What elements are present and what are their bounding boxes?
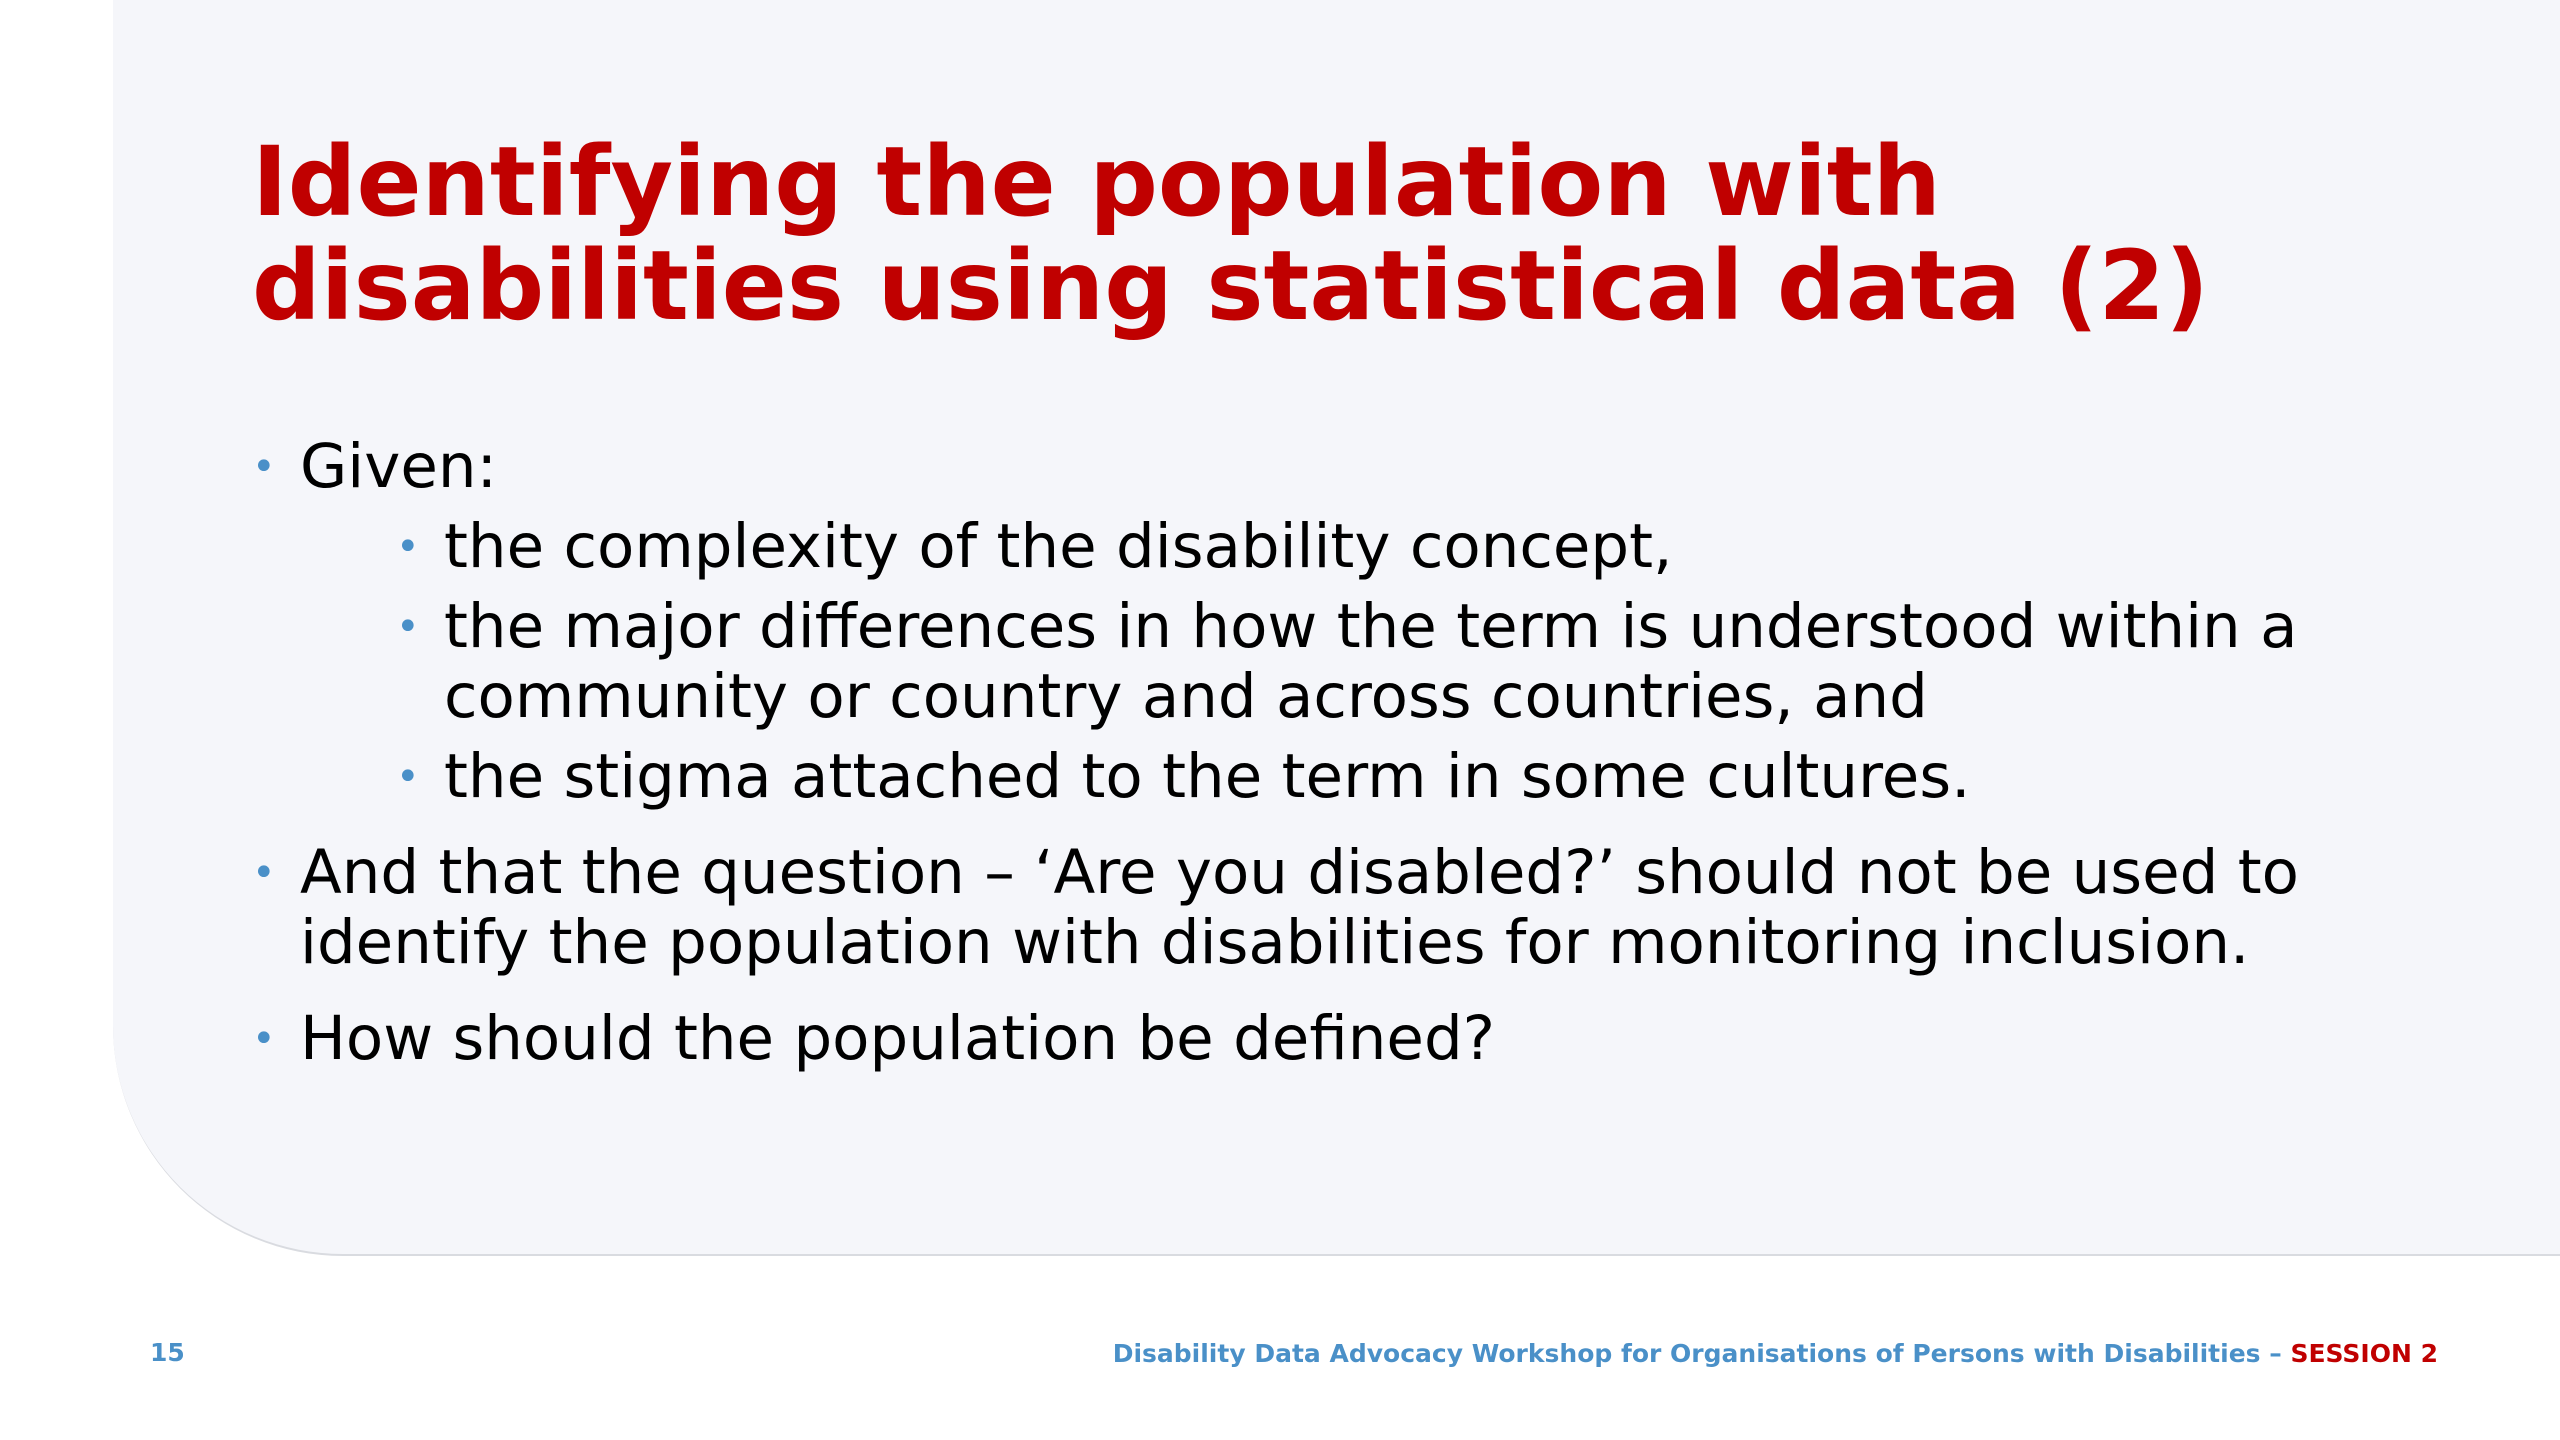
bullet-dot-icon: •: [252, 1016, 276, 1062]
slide-title-line-2: disabilities using statistical data (2): [252, 230, 2210, 342]
bullet-text: How should the population be defined?: [300, 1003, 1496, 1074]
sub-bullet-list: [300, 512, 2432, 812]
footer-workshop-name: Disability Data Advocacy Workshop for Organisations of Persons with Disabilities –: [1112, 1339, 2291, 1368]
footer-workshop-title: [1113, 1339, 2438, 1368]
bullet-dot-icon: •: [252, 850, 276, 896]
bullet-dot-icon: •: [252, 444, 276, 490]
sub-bullet-item: [396, 512, 2432, 582]
sub-bullet-text: the stigma attached to the term in some cultures.: [444, 741, 1971, 812]
sub-bullet-item: [396, 742, 2432, 812]
slide-title: [252, 126, 2452, 342]
sub-bullet-text: the complexity of the disability concept,: [444, 511, 1673, 582]
bullet-text: Given:: [300, 431, 498, 502]
bullet-dot-icon: •: [396, 604, 420, 650]
slide-title-line-1: Identifying the population with: [252, 126, 1941, 238]
bullet-text: And that the question – ‘Are you disabled?’ should not be used to identify the population with disabilities for monitoring inclusion.: [300, 837, 2299, 978]
footer-session-label: SESSION 2: [2290, 1339, 2438, 1368]
bullet-item-definition: [252, 1004, 2432, 1074]
bullet-item-question: [252, 838, 2432, 978]
bullet-dot-icon: •: [396, 524, 420, 570]
bullet-item-given: [252, 432, 2432, 812]
bullet-list: [252, 432, 2432, 1100]
bullet-dot-icon: •: [396, 754, 420, 800]
sub-bullet-item: [396, 592, 2432, 732]
page-number: 15: [150, 1338, 185, 1367]
sub-bullet-text: the major differences in how the term is understood within a community or country and across countries, and: [444, 591, 2298, 732]
